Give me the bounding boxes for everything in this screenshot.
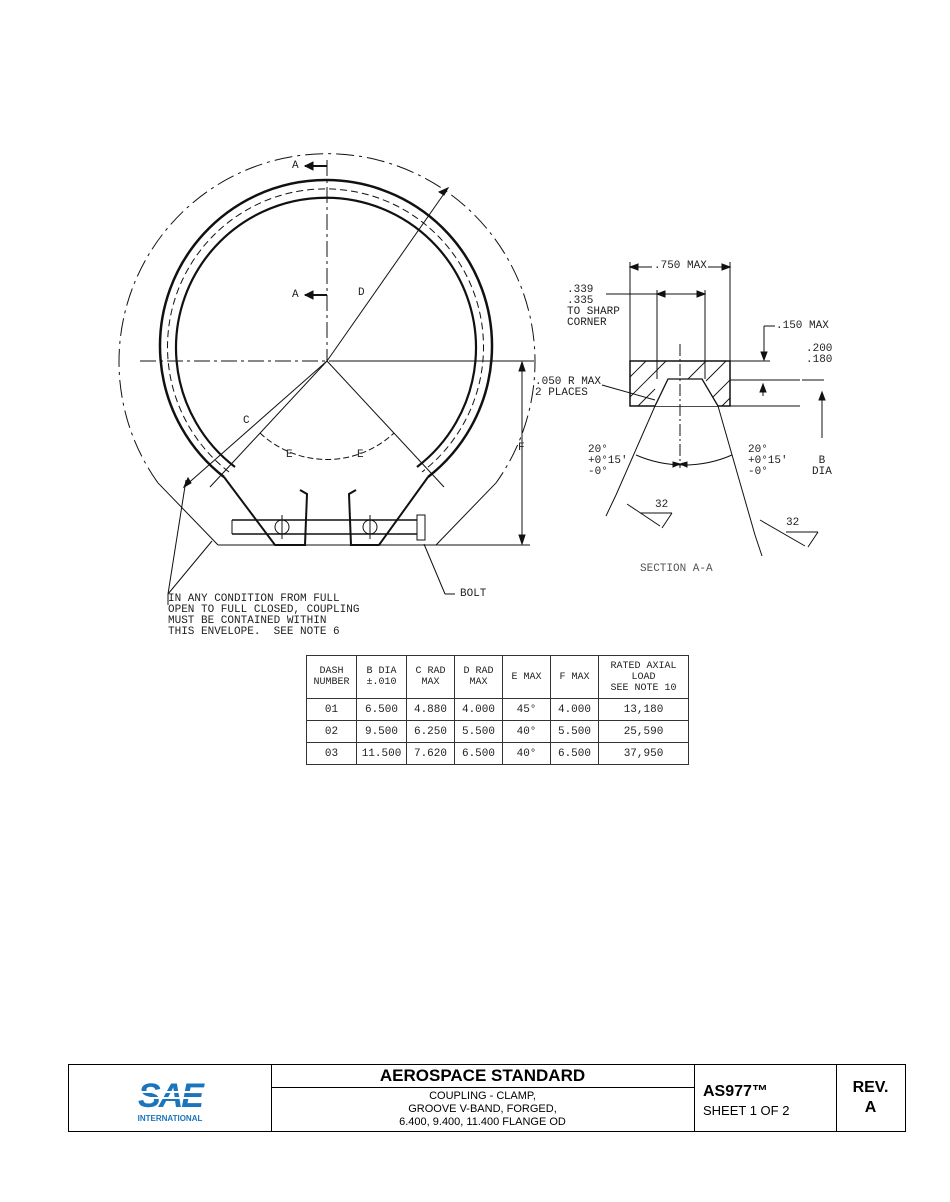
table-cell: 4.000: [455, 699, 503, 721]
b-dia-line: DIA: [812, 466, 832, 478]
e-arc: [260, 433, 394, 459]
b-dia-label: [812, 456, 832, 478]
sae-logo: [69, 1065, 271, 1131]
envelope-chord-left: [158, 483, 218, 545]
table-cell: 6.500: [357, 699, 407, 721]
d-radius-line: [327, 188, 448, 361]
finish-left-label: 32: [655, 499, 669, 511]
dim-f-label: F: [518, 442, 525, 454]
clamp-outer-arc: [160, 180, 492, 477]
document-subtitle: 6.400, 9.400, 11.400 FLANGE OD: [399, 1116, 566, 1128]
revision-cell: [836, 1065, 905, 1131]
groove-dim-line: .339: [567, 284, 594, 296]
envelope-note-line: THIS ENVELOPE. SEE NOTE 6: [168, 626, 340, 638]
table-row: [307, 699, 689, 721]
title-block: [68, 1064, 906, 1132]
e-angle-right: [327, 361, 444, 487]
bolt-label: BOLT: [460, 588, 487, 600]
bolt-head: [417, 515, 425, 540]
c-radius-line: [184, 361, 327, 487]
table-cell: 5.500: [551, 721, 599, 743]
envelope-chord-right: [436, 483, 496, 545]
table-cell: 6.500: [455, 743, 503, 765]
table-cell: 45°: [503, 699, 551, 721]
thickness-label: [806, 344, 832, 366]
dim-c-label: C: [243, 415, 250, 427]
table-cell: 13,180: [599, 699, 689, 721]
doc-number-cell: [694, 1065, 837, 1131]
logo-subtitle: INTERNATIONAL: [137, 1114, 203, 1123]
col-rated-axial-load: RATED AXIAL LOAD SEE NOTE 10: [599, 656, 689, 699]
finish-left: [640, 513, 672, 528]
groove-dim-line: CORNER: [567, 317, 607, 329]
bolt-leader: [424, 544, 445, 594]
radius-note-line: .050 R MAX: [535, 376, 602, 388]
col-dash-number: DASH NUMBER: [307, 656, 357, 699]
radius-note: [535, 377, 601, 399]
document-heading: AEROSPACE STANDARD: [271, 1065, 694, 1088]
angle-right-label: [748, 445, 788, 478]
finish-right-label: 32: [786, 517, 800, 529]
section-marker-mid: A: [292, 289, 299, 301]
angle-left-label: [588, 445, 628, 478]
table-cell: 25,590: [599, 721, 689, 743]
clamp-inner-arc: [176, 198, 476, 467]
document-subtitle: GROOVE V-BAND, FORGED,: [408, 1103, 557, 1115]
logo-cell: [69, 1065, 272, 1131]
document-number: AS977™: [703, 1083, 768, 1100]
angle-line: 20°: [588, 444, 608, 456]
envelope-note-line: MUST BE CONTAINED WITHIN: [168, 615, 327, 627]
b-dia-line: B: [818, 455, 826, 467]
angle-line: -0°: [588, 466, 608, 478]
sheet-number: SHEET 1 OF 2: [703, 1103, 790, 1118]
right-lug: [349, 477, 428, 545]
envelope-note-line: IN ANY CONDITION FROM FULL: [168, 593, 340, 605]
col-b-dia: B DIA ±.010: [357, 656, 407, 699]
table-header-row: [307, 656, 689, 699]
angle-line: +0°15': [748, 455, 788, 467]
depth-max-label: .150 MAX: [776, 320, 829, 332]
radius-note-line: 2 PLACES: [535, 387, 588, 399]
col-d-rad: D RAD MAX: [455, 656, 503, 699]
table-cell: 7.620: [407, 743, 455, 765]
table-cell: 6.500: [551, 743, 599, 765]
table-cell: 11.500: [357, 743, 407, 765]
table-cell: 4.000: [551, 699, 599, 721]
table-cell: 9.500: [357, 721, 407, 743]
dim-e-right-label: E: [357, 449, 364, 461]
thickness-line: .180: [806, 354, 833, 366]
dash-number-table: [306, 655, 689, 765]
col-c-rad: C RAD MAX: [407, 656, 455, 699]
table-cell: 02: [307, 721, 357, 743]
groove-dim-line: .335: [567, 295, 594, 307]
table-cell: 37,950: [599, 743, 689, 765]
angle-line: -0°: [748, 466, 768, 478]
table-row: [307, 721, 689, 743]
groove-dim-label: [567, 285, 620, 329]
envelope-note-line: OPEN TO FULL CLOSED, COUPLING: [168, 604, 360, 616]
logo-wordmark: SAE: [138, 1077, 202, 1115]
table-cell: 40°: [503, 721, 551, 743]
document-subtitle: COUPLING - CLAMP,: [429, 1090, 536, 1102]
table-cell: 5.500: [455, 721, 503, 743]
groove-dim-line: TO SHARP: [567, 306, 620, 318]
thickness-line: .200: [806, 343, 833, 355]
angle-line: +0°15': [588, 455, 628, 467]
table-cell: 4.880: [407, 699, 455, 721]
section-marker-top: A: [292, 160, 299, 172]
col-e-max: E MAX: [503, 656, 551, 699]
dim-e-left-label: E: [286, 449, 293, 461]
section-caption: SECTION A-A: [640, 563, 713, 575]
table-row: [307, 743, 689, 765]
table-cell: 01: [307, 699, 357, 721]
dim-d-label: D: [358, 287, 365, 299]
width-max-label: .750 MAX: [654, 260, 707, 272]
clamp-dashed-arc: [168, 189, 484, 472]
envelope-note: [168, 594, 359, 638]
e-angle-left: [210, 361, 327, 487]
section-groove: [655, 379, 718, 406]
title-cell: [271, 1065, 695, 1131]
table-cell: 03: [307, 743, 357, 765]
revision-value: A: [864, 1099, 877, 1116]
angle-line: 20°: [748, 444, 768, 456]
table-cell: 6.250: [407, 721, 455, 743]
table-cell: 40°: [503, 743, 551, 765]
col-f-max: F MAX: [551, 656, 599, 699]
revision-label: REV.: [852, 1079, 889, 1096]
left-lug: [224, 477, 307, 545]
